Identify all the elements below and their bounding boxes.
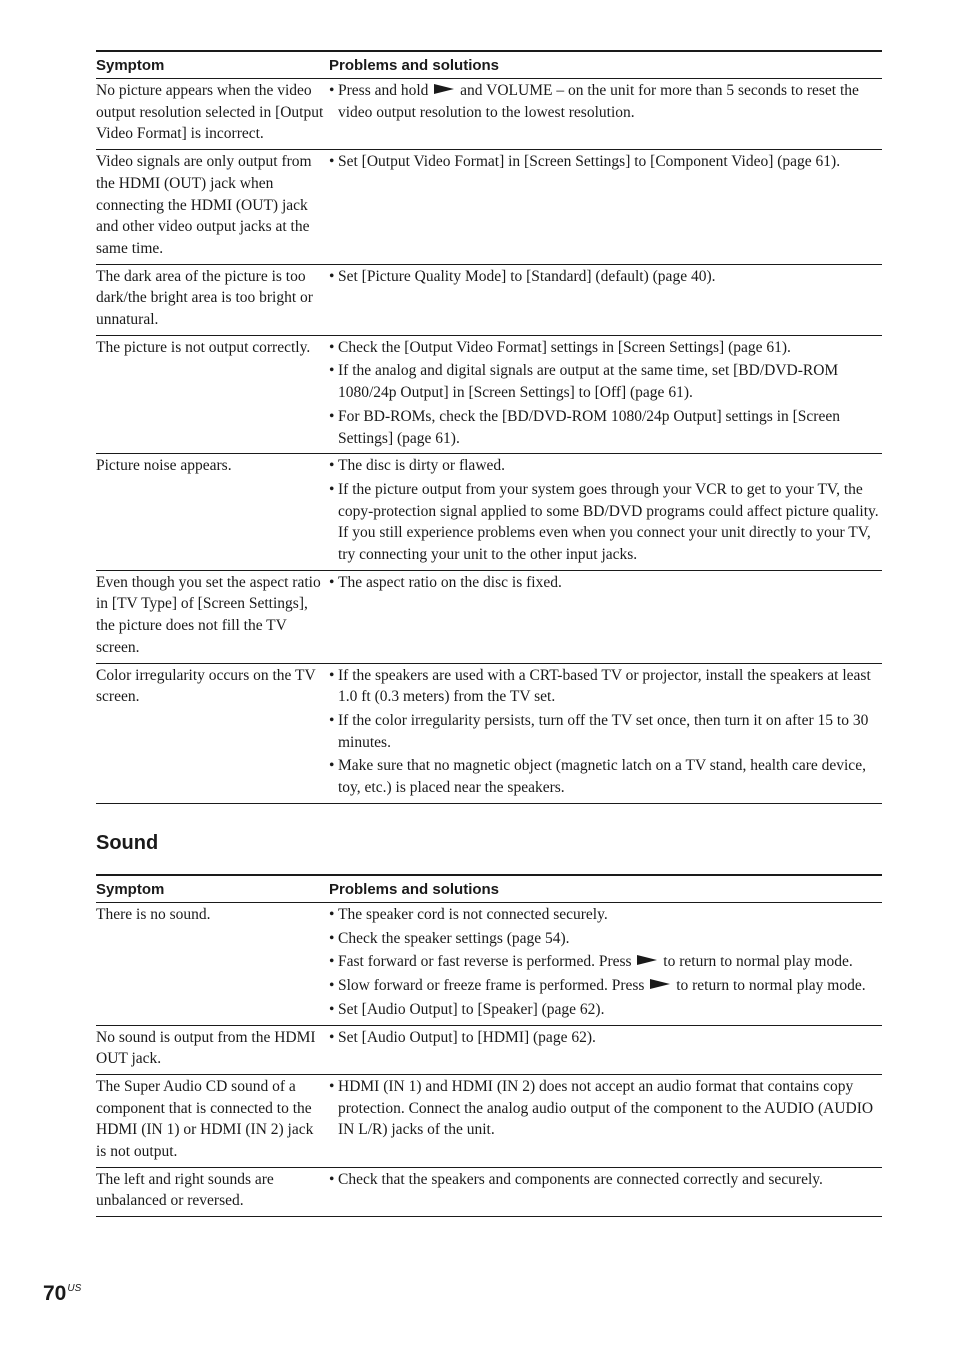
solution-text: Check the speaker settings (page 54). bbox=[338, 929, 570, 947]
table-header bbox=[96, 50, 882, 79]
solution-text: and VOLUME – on the unit for more than 5 seconds to reset the video output resolution to the lowest resolution. bbox=[338, 82, 859, 121]
solutions-cell bbox=[329, 1169, 882, 1212]
solution-item bbox=[329, 904, 882, 926]
solutions-header: Problems and solutions bbox=[329, 56, 500, 74]
solution-item bbox=[329, 951, 882, 973]
sound-troubleshooting-table bbox=[96, 874, 882, 1217]
symptom-header: Symptom bbox=[96, 880, 165, 898]
page-region-suffix: US bbox=[67, 1283, 82, 1294]
symptom-cell: No picture appears when the video output resolution selected in [Output Video Format] is incorrect. bbox=[96, 82, 324, 143]
solution-text: Make sure that no magnetic object (magnetic latch on a TV stand, health care device, toy, etc.) is placed near the speakers. bbox=[338, 757, 866, 797]
solutions-cell bbox=[329, 455, 882, 566]
solutions-header: Problems and solutions bbox=[329, 880, 500, 898]
table-row bbox=[96, 1168, 882, 1217]
bullet: • bbox=[329, 1077, 335, 1095]
solution-text: For BD-ROMs, check the [BD/DVD-ROM 1080/24p Output] settings in [Screen Settings] (page 61). bbox=[338, 407, 840, 447]
solution-item bbox=[329, 665, 882, 708]
bullet: • bbox=[329, 153, 335, 171]
solution-text: Check that the speakers and components are connected correctly and securely. bbox=[338, 1170, 823, 1188]
solution-item bbox=[329, 572, 882, 594]
table-row bbox=[96, 336, 882, 455]
solution-text: If the analog and digital signals are output at the same time, set [BD/DVD-ROM 1080/24p Output] in [Screen Settings] to [Off] (page 61). bbox=[338, 362, 839, 402]
bullet: • bbox=[329, 757, 335, 775]
solution-text: The disc is dirty or flawed. bbox=[338, 457, 506, 475]
symptom-cell: Video signals are only output from the HDMI (OUT) jack when connecting the HDMI (OUT) jack and other video output jacks at the same time. bbox=[96, 153, 312, 257]
solutions-cell bbox=[329, 1076, 882, 1163]
symptom-cell: There is no sound. bbox=[96, 906, 211, 923]
solution-text: Set [Audio Output] to [HDMI] (page 62). bbox=[338, 1028, 596, 1046]
solution-text: HDMI (IN 1) and HDMI (IN 2) does not accept an audio format that contains copy protection. Connect the analog audio output of the component to the AUDIO (AUDIO IN L/R) jacks of the unit. bbox=[338, 1077, 874, 1139]
symptom-cell: No sound is output from the HDMI OUT jack. bbox=[96, 1028, 316, 1068]
solutions-cell bbox=[329, 904, 882, 1021]
symptom-cell: Color irregularity occurs on the TV screen. bbox=[96, 666, 316, 706]
page-number: $70^{US}$ bbox=[43, 1282, 82, 1305]
solution-text: If the speakers are used with a CRT-based TV or projector, install the speakers at least 1.0 ft (0.3 meters) from the TV set. bbox=[338, 666, 871, 706]
solution-item bbox=[329, 1076, 882, 1141]
bullet: • bbox=[329, 1028, 335, 1046]
solution-item bbox=[329, 406, 882, 449]
solutions-cell bbox=[329, 151, 882, 260]
solution-item bbox=[329, 337, 882, 359]
symptom-cell: The picture is not output correctly. bbox=[96, 338, 311, 356]
solution-item bbox=[329, 151, 882, 173]
bullet: • bbox=[329, 338, 335, 356]
play-icon bbox=[434, 84, 454, 94]
bullet: • bbox=[329, 407, 335, 425]
solutions-cell bbox=[329, 572, 882, 659]
bullet: • bbox=[329, 480, 335, 498]
play-icon bbox=[650, 979, 670, 989]
bullet: • bbox=[329, 267, 335, 285]
solution-text: Check the [Output Video Format] settings in [Screen Settings] (page 61). bbox=[338, 338, 791, 356]
solution-item bbox=[329, 999, 882, 1021]
solutions-cell bbox=[329, 80, 882, 145]
table-row bbox=[96, 664, 882, 804]
table-row bbox=[96, 1026, 882, 1075]
bullet: • bbox=[329, 953, 335, 971]
solution-text: to return to normal play mode. bbox=[659, 953, 853, 971]
solution-text: Fast forward or fast reverse is performed. Press bbox=[338, 953, 636, 971]
solution-text: The aspect ratio on the disc is fixed. bbox=[338, 573, 562, 591]
solution-text: Set [Output Video Format] in [Screen Settings] to [Component Video] (page 61). bbox=[338, 153, 841, 171]
bullet: • bbox=[329, 82, 335, 99]
picture-troubleshooting-table bbox=[96, 50, 882, 804]
solution-item bbox=[329, 975, 882, 997]
table-row bbox=[96, 150, 882, 265]
play-icon bbox=[637, 955, 657, 965]
solutions-cell bbox=[329, 266, 882, 331]
symptom-cell: Even though you set the aspect ratio in [TV Type] of [Screen Settings], the picture does not fill the TV screen. bbox=[96, 573, 321, 656]
bullet: • bbox=[329, 666, 335, 684]
solution-item bbox=[329, 710, 882, 753]
solution-item bbox=[329, 928, 882, 950]
solution-item bbox=[329, 1169, 882, 1191]
symptom-cell: The left and right sounds are unbalanced or reversed. bbox=[96, 1170, 274, 1210]
bullet: • bbox=[329, 711, 335, 729]
table-row bbox=[96, 454, 882, 571]
bullet: • bbox=[329, 929, 335, 947]
solution-item bbox=[329, 479, 882, 566]
solution-text: Slow forward or freeze frame is performed. Press bbox=[338, 977, 649, 995]
solution-item bbox=[329, 360, 882, 403]
solutions-cell bbox=[329, 1027, 882, 1070]
bullet: • bbox=[329, 457, 335, 475]
symptom-cell: The Super Audio CD sound of a component that is connected to the HDMI (IN 1) or HDMI (IN 2) jack is not output. bbox=[96, 1077, 314, 1161]
table-row bbox=[96, 571, 882, 664]
solutions-cell bbox=[329, 665, 882, 799]
bullet: • bbox=[329, 362, 335, 380]
table-row bbox=[96, 1075, 882, 1168]
solution-text: If the color irregularity persists, turn off the TV set once, then turn it on after 15 to 30 minutes. bbox=[338, 711, 869, 751]
table-row bbox=[96, 903, 882, 1026]
solutions-cell bbox=[329, 337, 882, 450]
solution-text: If the picture output from your system goes through your VCR to get to your TV, the copy-protection signal applied to some BD/DVD programs could affect picture quality. If you still experience problems even when you connect your unit directly to your TV, try connecting your unit to the other input jacks. bbox=[338, 480, 879, 564]
solution-item bbox=[329, 1027, 882, 1049]
bullet: • bbox=[329, 573, 335, 591]
symptom-cell: Picture noise appears. bbox=[96, 457, 232, 475]
bullet: • bbox=[329, 1170, 335, 1188]
solution-text: Set [Audio Output] to [Speaker] (page 62). bbox=[338, 1000, 605, 1018]
solution-text: to return to normal play mode. bbox=[672, 977, 866, 995]
solution-item bbox=[329, 80, 882, 123]
table-header bbox=[96, 874, 882, 903]
symptom-cell: The dark area of the picture is too dark/the bright area is too bright or unnatural. bbox=[96, 267, 313, 329]
solution-text: Set [Picture Quality Mode] to [Standard] (default) (page 40). bbox=[338, 267, 716, 285]
section-title: Sound bbox=[96, 832, 159, 854]
symptom-header: Symptom bbox=[96, 56, 165, 74]
table-row bbox=[96, 79, 882, 150]
table-row bbox=[96, 265, 882, 336]
solution-text: Press and hold bbox=[338, 82, 433, 99]
solution-text: The speaker cord is not connected securely. bbox=[338, 906, 608, 923]
solution-item bbox=[329, 455, 882, 477]
bullet: • bbox=[329, 977, 335, 995]
bullet: • bbox=[329, 1000, 335, 1018]
bullet: • bbox=[329, 906, 335, 923]
solution-item bbox=[329, 755, 882, 798]
solution-item bbox=[329, 266, 882, 288]
